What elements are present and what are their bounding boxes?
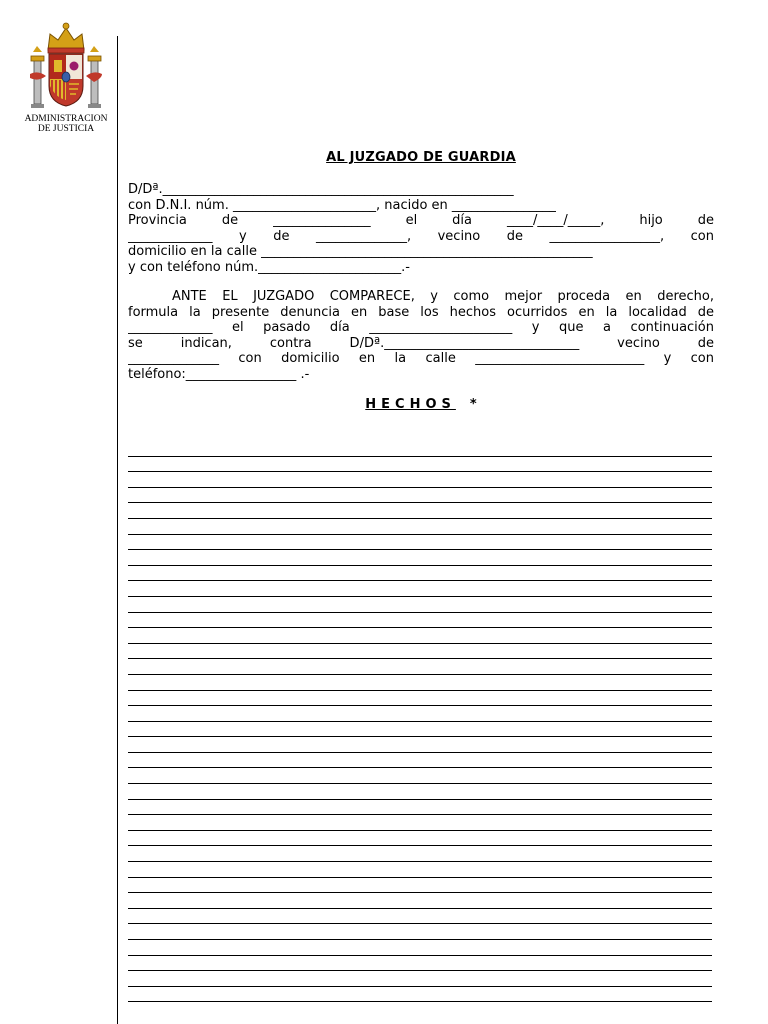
writing-line[interactable]: [128, 535, 712, 551]
writing-line[interactable]: [128, 909, 712, 925]
asterisk-mark: *: [469, 397, 477, 412]
line-defendant-phone[interactable]: teléfono:_________________ .-: [128, 366, 310, 382]
writing-line[interactable]: [128, 940, 712, 956]
complaint-paragraph: [128, 289, 714, 382]
writing-line[interactable]: [128, 722, 712, 738]
writing-line[interactable]: [128, 800, 712, 816]
writing-line[interactable]: [128, 815, 712, 831]
writing-line[interactable]: [128, 675, 712, 691]
writing-line[interactable]: [128, 457, 712, 473]
line-name[interactable]: D/Dª.______________________________________________________: [128, 182, 514, 197]
writing-line[interactable]: [128, 987, 712, 1003]
writing-line[interactable]: [128, 878, 712, 894]
line-against[interactable]: se indican, contra D/Dª.______________________________ vecino de: [128, 335, 714, 351]
writing-line[interactable]: [128, 831, 712, 847]
writing-line[interactable]: [128, 691, 712, 707]
writing-line[interactable]: [128, 644, 712, 660]
margin-rule: [117, 36, 118, 1024]
line-phone[interactable]: y con teléfono núm.______________________.-: [128, 259, 410, 275]
writing-line[interactable]: [128, 737, 712, 753]
writing-line[interactable]: [128, 441, 712, 457]
writing-line[interactable]: [128, 597, 712, 613]
hechos-writing-lines[interactable]: [128, 441, 712, 1002]
document-title: AL JUZGADO DE GUARDIA: [326, 150, 516, 165]
org-name: [18, 114, 114, 134]
line-province[interactable]: Provincia de _______________ el día ____/____/_____, hijo de: [128, 213, 714, 228]
writing-line[interactable]: [128, 846, 712, 862]
writing-line[interactable]: [128, 659, 712, 675]
org-line-2: DE JUSTICIA: [37, 124, 95, 134]
writing-line[interactable]: [128, 628, 712, 644]
writing-line[interactable]: [128, 956, 712, 972]
writing-line[interactable]: [128, 550, 712, 566]
line-address[interactable]: domicilio en la calle ___________________________________________________: [128, 244, 593, 259]
org-line-1: ADMINISTRACION: [24, 114, 108, 124]
line-date[interactable]: _____________ el pasado día ______________________ y que a continuación: [128, 320, 714, 335]
writing-line[interactable]: [128, 971, 712, 987]
writing-line[interactable]: [128, 581, 712, 597]
writing-line[interactable]: [128, 706, 712, 722]
writing-line[interactable]: [128, 862, 712, 878]
writing-line[interactable]: [128, 924, 712, 940]
writing-line[interactable]: [128, 784, 712, 800]
writing-line[interactable]: [128, 768, 712, 784]
writing-line[interactable]: [128, 488, 712, 504]
line-parents[interactable]: _____________ y de ______________, vecino de _________________, con: [128, 228, 714, 244]
line-locality[interactable]: formula la presente denuncia en base los hechos ocurridos en la localidad de: [128, 304, 714, 320]
writing-line[interactable]: [128, 613, 712, 629]
line-dni[interactable]: con D.N.I. núm. ______________________, nacido en ________________: [128, 197, 556, 213]
hechos-heading: [128, 397, 714, 412]
writing-line[interactable]: [128, 472, 712, 488]
writing-line[interactable]: [128, 753, 712, 769]
writing-line[interactable]: [128, 519, 712, 535]
complainant-data-paragraph: [128, 182, 714, 275]
letterhead: [18, 20, 114, 134]
writing-line[interactable]: [128, 893, 712, 909]
coat-of-arms-emblem: [26, 20, 106, 112]
writing-line[interactable]: [128, 566, 712, 582]
writing-line[interactable]: [128, 503, 712, 519]
line-defendant-address[interactable]: ______________ con domicilio en la calle __________________________ y con: [128, 351, 714, 366]
line-comparece: ANTE EL JUZGADO COMPARECE, y como mejor proceda en derecho,: [172, 289, 714, 304]
hechos-title: HECHOS: [365, 397, 456, 412]
